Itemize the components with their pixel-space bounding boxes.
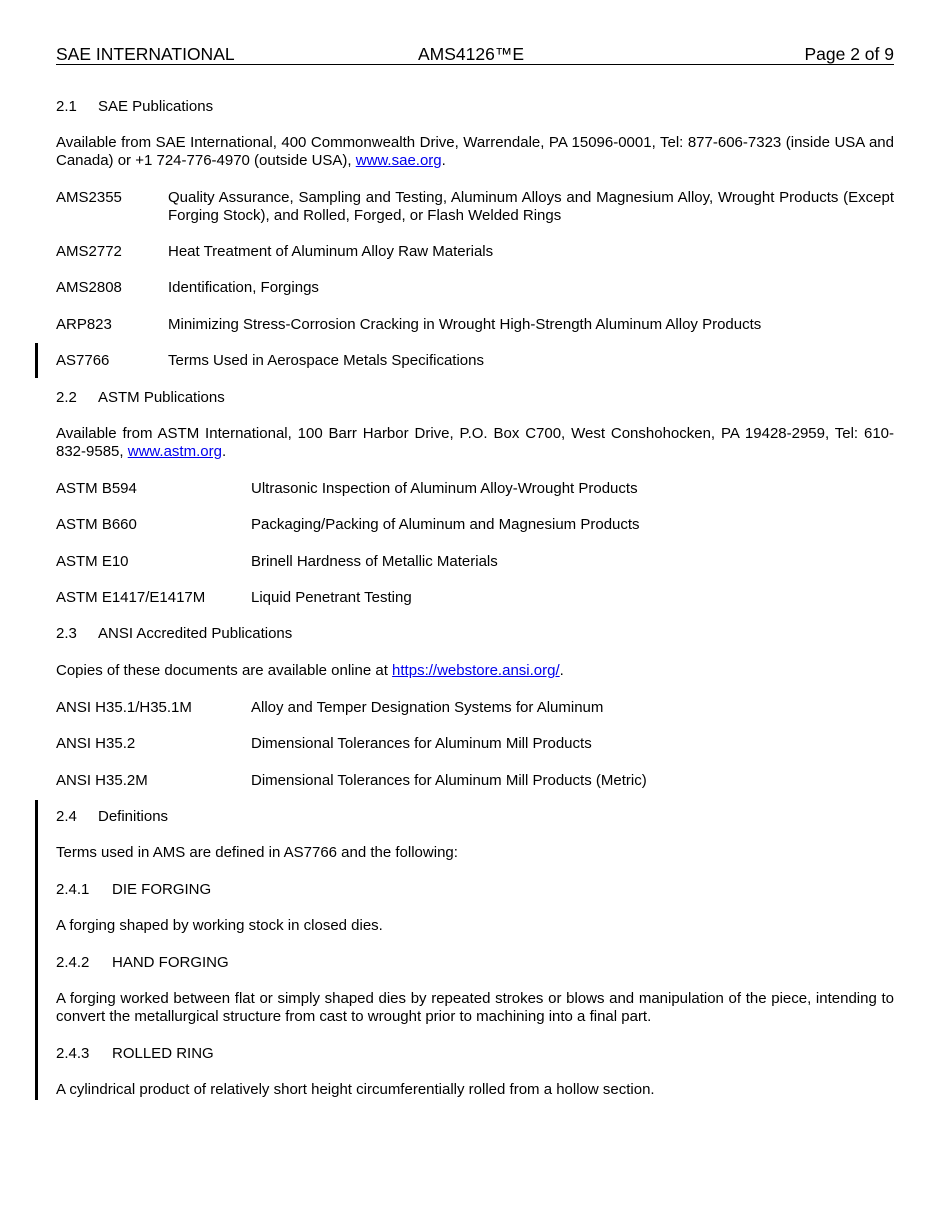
- astm-availability-paragraph: [56, 425, 894, 461]
- header-organization: SAE INTERNATIONAL: [56, 44, 235, 64]
- change-bar: [35, 800, 38, 1100]
- reference-title: Alloy and Temper Designation Systems for Aluminum: [251, 699, 604, 716]
- definition-number: 2.4.2: [56, 954, 90, 971]
- reference-code: ANSI H35.2M: [56, 772, 148, 789]
- sae-availability-paragraph: [56, 134, 894, 170]
- reference-code: ASTM E1417/E1417M: [56, 589, 206, 606]
- change-bar: [35, 343, 38, 378]
- definition-term: ROLLED RING: [112, 1045, 214, 1062]
- section-title: ASTM Publications: [98, 389, 225, 406]
- section-heading-2-4: [56, 808, 894, 826]
- section-title: ANSI Accredited Publications: [98, 625, 293, 642]
- definition-heading: [56, 954, 894, 972]
- reference-code: ARP823: [56, 316, 112, 333]
- definition-term: DIE FORGING: [112, 881, 212, 898]
- section-heading-2-1: [56, 98, 894, 116]
- ansi-webstore-link[interactable]: https://webstore.ansi.org/: [392, 662, 560, 679]
- definition-number: 2.4.1: [56, 881, 90, 898]
- reference-code: AS7766: [56, 352, 110, 369]
- section-number: 2.4: [56, 808, 77, 825]
- reference-code: AMS2355: [56, 189, 122, 206]
- reference-title: Brinell Hardness of Metallic Materials: [251, 553, 498, 570]
- reference-code: ASTM B594: [56, 480, 137, 497]
- reference-code: AMS2808: [56, 279, 122, 296]
- availability-text: Available from ASTM International, 100 Barr Harbor Drive, P.O. Box C700, West Conshohocken, PA 19428-2959, Tel: 610-832-9585,: [56, 425, 894, 460]
- astm-website-link[interactable]: www.astm.org: [127, 443, 222, 460]
- reference-title: Dimensional Tolerances for Aluminum Mill Products: [251, 735, 592, 752]
- definition-term: HAND FORGING: [112, 954, 229, 971]
- reference-title: Dimensional Tolerances for Aluminum Mill Products (Metric): [251, 772, 647, 789]
- definitions-intro: Terms used in AMS are defined in AS7766 and the following:: [56, 844, 458, 861]
- reference-title: Terms Used in Aerospace Metals Specifications: [168, 352, 484, 369]
- reference-code: ASTM E10: [56, 553, 129, 570]
- ansi-availability-paragraph: [56, 662, 894, 680]
- section-number: 2.1: [56, 98, 77, 115]
- section-number: 2.3: [56, 625, 77, 642]
- header-page-number: Page 2 of 9: [804, 44, 894, 64]
- reference-title: Heat Treatment of Aluminum Alloy Raw Materials: [168, 243, 494, 260]
- reference-title: Ultrasonic Inspection of Aluminum Alloy-Wrought Products: [251, 480, 638, 497]
- section-heading-2-2: [56, 389, 894, 407]
- link-punctuation: .: [559, 662, 564, 679]
- definition-number: 2.4.3: [56, 1045, 90, 1062]
- definition-text: A forging worked between flat or simply shaped dies by repeated strokes or blows and manipulation of the piece, intending to convert the metallurgical structure from cast to wrought prior to machining into a final part.: [56, 990, 894, 1025]
- availability-text: Available from SAE International, 400 Commonwealth Drive, Warrendale, PA 15096-0001, Tel: 877-606-7323 (inside USA and Canada) or +1 724-776-4970 (outside USA),: [56, 134, 894, 169]
- header-document-id: AMS4126™E: [418, 44, 525, 64]
- section-title: Definitions: [98, 808, 169, 825]
- reference-title: Packaging/Packing of Aluminum and Magnesium Products: [251, 516, 640, 533]
- reference-code: ANSI H35.2: [56, 735, 136, 752]
- reference-title: Liquid Penetrant Testing: [251, 589, 412, 606]
- definition-text: A forging shaped by working stock in closed dies.: [56, 917, 383, 934]
- link-punctuation: .: [221, 443, 227, 460]
- reference-title: Minimizing Stress-Corrosion Cracking in Wrought High-Strength Aluminum Alloy Products: [168, 316, 762, 333]
- reference-code: ASTM B660: [56, 516, 137, 533]
- section-title: SAE Publications: [98, 98, 214, 115]
- link-punctuation: .: [441, 152, 446, 169]
- section-heading-2-3: [56, 625, 894, 643]
- definition-heading: [56, 881, 894, 899]
- reference-code: ANSI H35.1/H35.1M: [56, 699, 192, 716]
- availability-text: Copies of these documents are available online at: [56, 662, 393, 679]
- sae-website-link[interactable]: www.sae.org: [355, 152, 442, 169]
- reference-code: AMS2772: [56, 243, 122, 260]
- section-number: 2.2: [56, 389, 77, 406]
- reference-title: Identification, Forgings: [168, 279, 319, 296]
- reference-title: Quality Assurance, Sampling and Testing, Aluminum Alloys and Magnesium Alloy, Wrought Products (Except Forging Stock), and Rolled, Forged, or Flash Welded Rings: [168, 189, 894, 224]
- definition-heading: [56, 1045, 894, 1063]
- page-header: [56, 44, 894, 65]
- definition-text: A cylindrical product of relatively short height circumferentially rolled from a hollow section.: [56, 1081, 655, 1098]
